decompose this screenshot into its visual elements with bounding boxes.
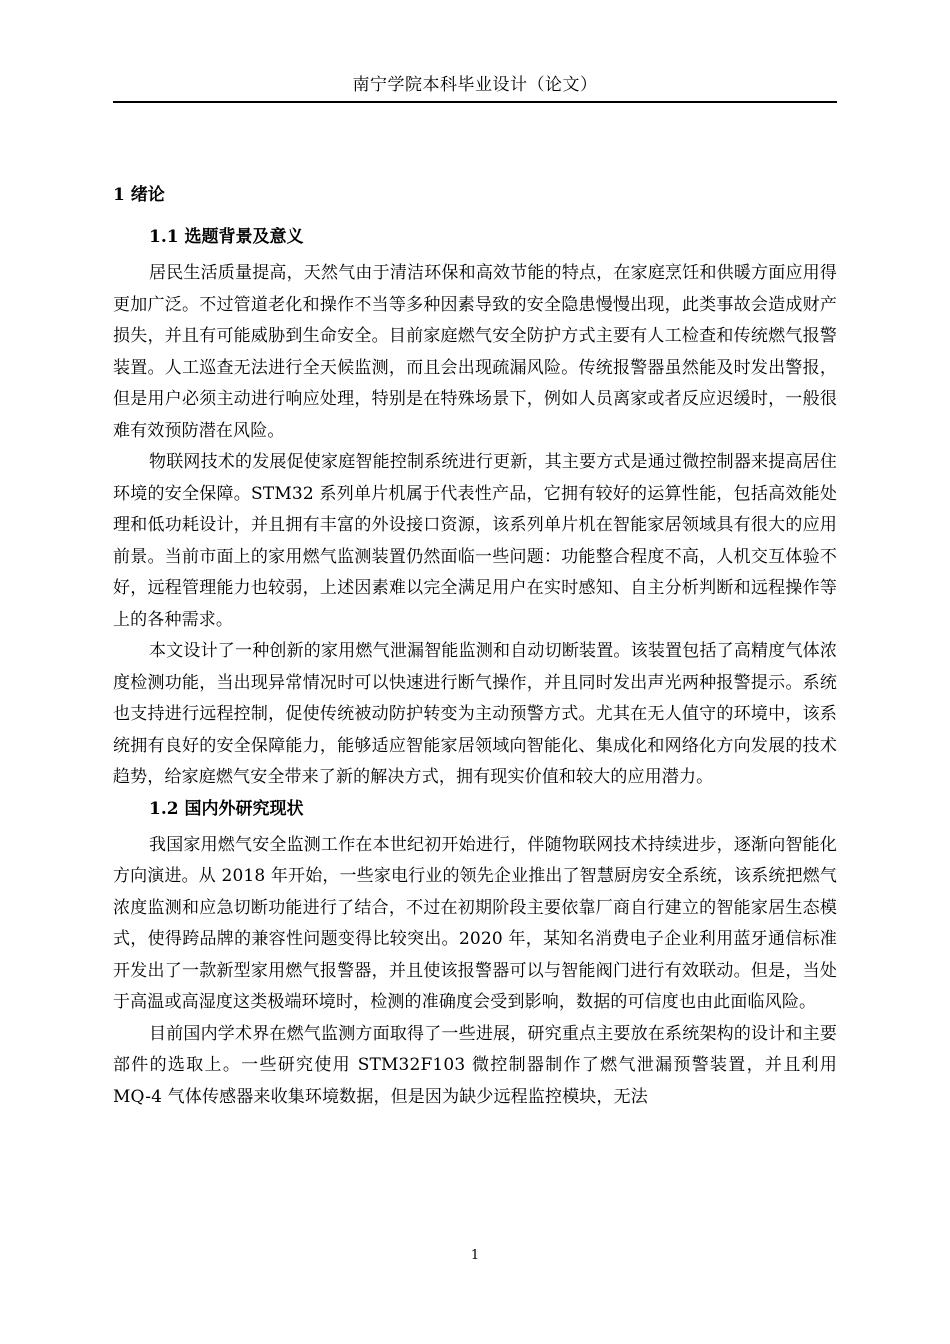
main-content: [113, 182, 837, 1113]
chapter-heading: 1 绪论: [113, 185, 165, 205]
header-divider: [113, 101, 837, 103]
section-heading: 1.1 选题背景及意义: [149, 227, 304, 247]
body-paragraph: 物联网技术的发展促使家庭智能控制系统进行更新，其主要方式是通过微控制器来提高居住环境的安全保障。STM32 系列单片机属于代表性产品，它拥有较好的运算性能，包括高效能处理和低功耗设计，并且拥有丰富的外设接口资源，该系列单片机在智能家居领域具有很大的应用前景。当前市面上的家用燃气监测装置仍然面临一些问题：功能整合程度不高，人机交互体验不好，远程管理能力也较弱，上述因素难以完全满足用户在实时感知、自主分析判断和远程操作等上的各种需求。: [113, 452, 837, 630]
page-header-title: 南宁学院本科毕业设计（论文）: [352, 75, 598, 95]
page-number: 1: [470, 1248, 480, 1263]
body-paragraph: 目前国内学术界在燃气监测方面取得了一些进展，研究重点主要放在系统架构的设计和主要部件的选取上。一些研究使用 STM32F103 微控制器制作了燃气泄漏预警装置，并且利用 MQ-4 气体传感器来收集环境数据，但是因为缺少远程监控模块，无法: [113, 1023, 837, 1107]
body-paragraph: 居民生活质量提高，天然气由于清洁环保和高效节能的特点，在家庭烹饪和供暖方面应用得更加广泛。不过管道老化和操作不当等多种因素导致的安全隐患慢慢出现，此类事故会造成财产损失，并且有可能威胁到生命安全。目前家庭燃气安全防护方式主要有人工检查和传统燃气报警装置。人工巡查无法进行全天候监测，而且会出现疏漏风险。传统报警器虽然能及时发出警报，但是用户必须主动进行响应处理，特别是在特殊场景下，例如人员离家或者反应迟缓时，一般很难有效预防潜在风险。: [113, 263, 837, 441]
body-paragraph: 本文设计了一种创新的家用燃气泄漏智能监测和自动切断装置。该装置包括了高精度气体浓度检测功能，当出现异常情况时可以快速进行断气操作，并且同时发出声光两种报警提示。系统也支持进行远程控制，促使传统被动防护转变为主动预警方式。尤其在无人值守的环境中，该系统拥有良好的安全保障能力，能够适应智能家居领域向智能化、集成化和网络化方向发展的技术趋势，给家庭燃气安全带来了新的解决方式，拥有现实价值和较大的应用潜力。: [113, 641, 837, 787]
section-heading: 1.2 国内外研究现状: [149, 798, 304, 819]
body-paragraph: 我国家用燃气安全监测工作在本世纪初开始进行，伴随物联网技术持续进步，逐渐向智能化方向演进。从 2018 年开始，一些家电行业的领先企业推出了智慧厨房安全系统，该系统把燃气浓度监测和应急切断功能进行了结合，不过在初期阶段主要依靠厂商自行建立的智能家居生态模式，使得跨品牌的兼容性问题变得比较突出。2020 年，某知名消费电子企业利用蓝牙通信标准开发出了一款新型家用燃气报警器，并且使该报警器可以与智能阀门进行有效联动。但是，当处于高温或高湿度这类极端环境时，检测的准确度会受到影响，数据的可信度也由此面临风险。: [113, 834, 837, 1012]
